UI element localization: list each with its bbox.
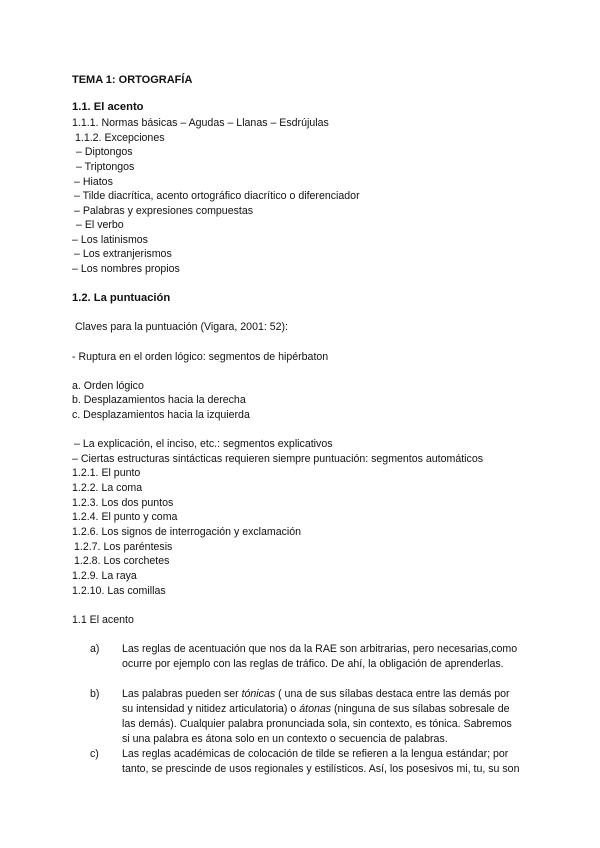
outline-line: 1.2.10. Las comillas <box>72 585 166 597</box>
paragraph-text: las demás). Cualquier palabra pronunciada sola, sin contexto, es tónica. Sabremos <box>122 718 512 730</box>
body-heading: 1.1 El acento <box>72 614 134 626</box>
outline-line: – Los latinismos <box>72 234 148 246</box>
outline-line: 1.2.4. El punto y coma <box>72 511 178 523</box>
outline-line: – Ciertas estructuras sintácticas requieren siempre puntuación: segmentos automáticos <box>72 453 484 465</box>
claves-line: Claves para la puntuación (Vigara, 2001: 52): <box>75 321 288 333</box>
outline-line: 1.2.7. Los paréntesis <box>74 541 173 553</box>
paragraph-text: ocurre por ejemplo con las reglas de tráfico. De ahí, la obligación de aprenderlas. <box>122 658 504 670</box>
paragraph-b <box>90 688 510 701</box>
outline-line: – Triptongos <box>76 161 135 173</box>
paragraph-a <box>90 643 517 656</box>
paragraph-text: Las palabras pueden ser <box>122 688 242 700</box>
outline-line: – Tilde diacrítica, acento ortográfico diacrítico o diferenciador <box>74 190 360 202</box>
paragraph-text: su intensidad y nitidez articulatoria) o <box>122 703 300 715</box>
outline-line: 1.1.2. Excepciones <box>75 132 165 144</box>
document-title: TEMA 1: ORTOGRAFÍA <box>72 74 193 86</box>
paragraph-text: ( una de sus sílabas destaca entre las demás por <box>275 688 510 700</box>
outline-line: – Hiatos <box>74 176 113 188</box>
outline-line: – La explicación, el inciso, etc.: segmentos explicativos <box>74 438 333 450</box>
outline-line: 1.2.8. Los corchetes <box>74 555 170 567</box>
paragraph-text: (ninguna de sus sílabas sobresale de <box>331 703 510 715</box>
paragraph-c <box>90 748 508 761</box>
list-item: c. Desplazamientos hacia la izquierda <box>72 409 250 421</box>
section-heading-acento: 1.1. El acento <box>72 101 144 113</box>
italic-term: tónicas <box>241 688 276 700</box>
outline-line: 1.1.1. Normas básicas – Agudas – Llanas – Esdrújulas <box>72 117 329 129</box>
paragraph-text: tanto, se prescinde de usos regionales y estilísticos. Así, los posesivos mi, tu, su son <box>122 763 520 775</box>
outline-line: 1.2.6. Los signos de interrogación y exclamación <box>72 526 302 538</box>
paragraph-text: Las reglas académicas de colocación de tilde se refieren a la lengua estándar; por <box>122 748 509 760</box>
paragraph-text: Las reglas de acentuación que nos da la RAE son arbitrarias, pero necesarias,como <box>122 643 518 655</box>
italic-term: átonas <box>299 703 332 715</box>
section-heading-puntuacion: 1.2. La puntuación <box>72 292 171 304</box>
outline-line: 1.2.2. La coma <box>72 482 143 494</box>
paragraph-text: si una palabra es átona solo en un contexto o secuencia de palabras. <box>122 733 448 745</box>
paragraph-b-line2 <box>122 703 510 716</box>
outline-line: 1.2.3. Los dos puntos <box>72 497 174 509</box>
outline-line: 1.2.1. El punto <box>72 467 141 479</box>
outline-line: – El verbo <box>76 219 124 231</box>
outline-line: – Diptongos <box>76 146 133 158</box>
list-item: b. Desplazamientos hacia la derecha <box>72 394 246 406</box>
list-marker: b) <box>90 688 100 700</box>
list-marker: a) <box>90 643 100 655</box>
outline-line: – Los nombres propios <box>72 263 180 275</box>
ruptura-line: - Ruptura en el orden lógico: segmentos de hipérbaton <box>72 351 329 363</box>
outline-line: 1.2.9. La raya <box>72 570 137 582</box>
outline-line: – Los extranjerismos <box>74 248 172 260</box>
outline-line: – Palabras y expresiones compuestas <box>74 205 254 217</box>
list-marker: c) <box>90 748 99 760</box>
list-item: a. Orden lógico <box>72 380 144 392</box>
